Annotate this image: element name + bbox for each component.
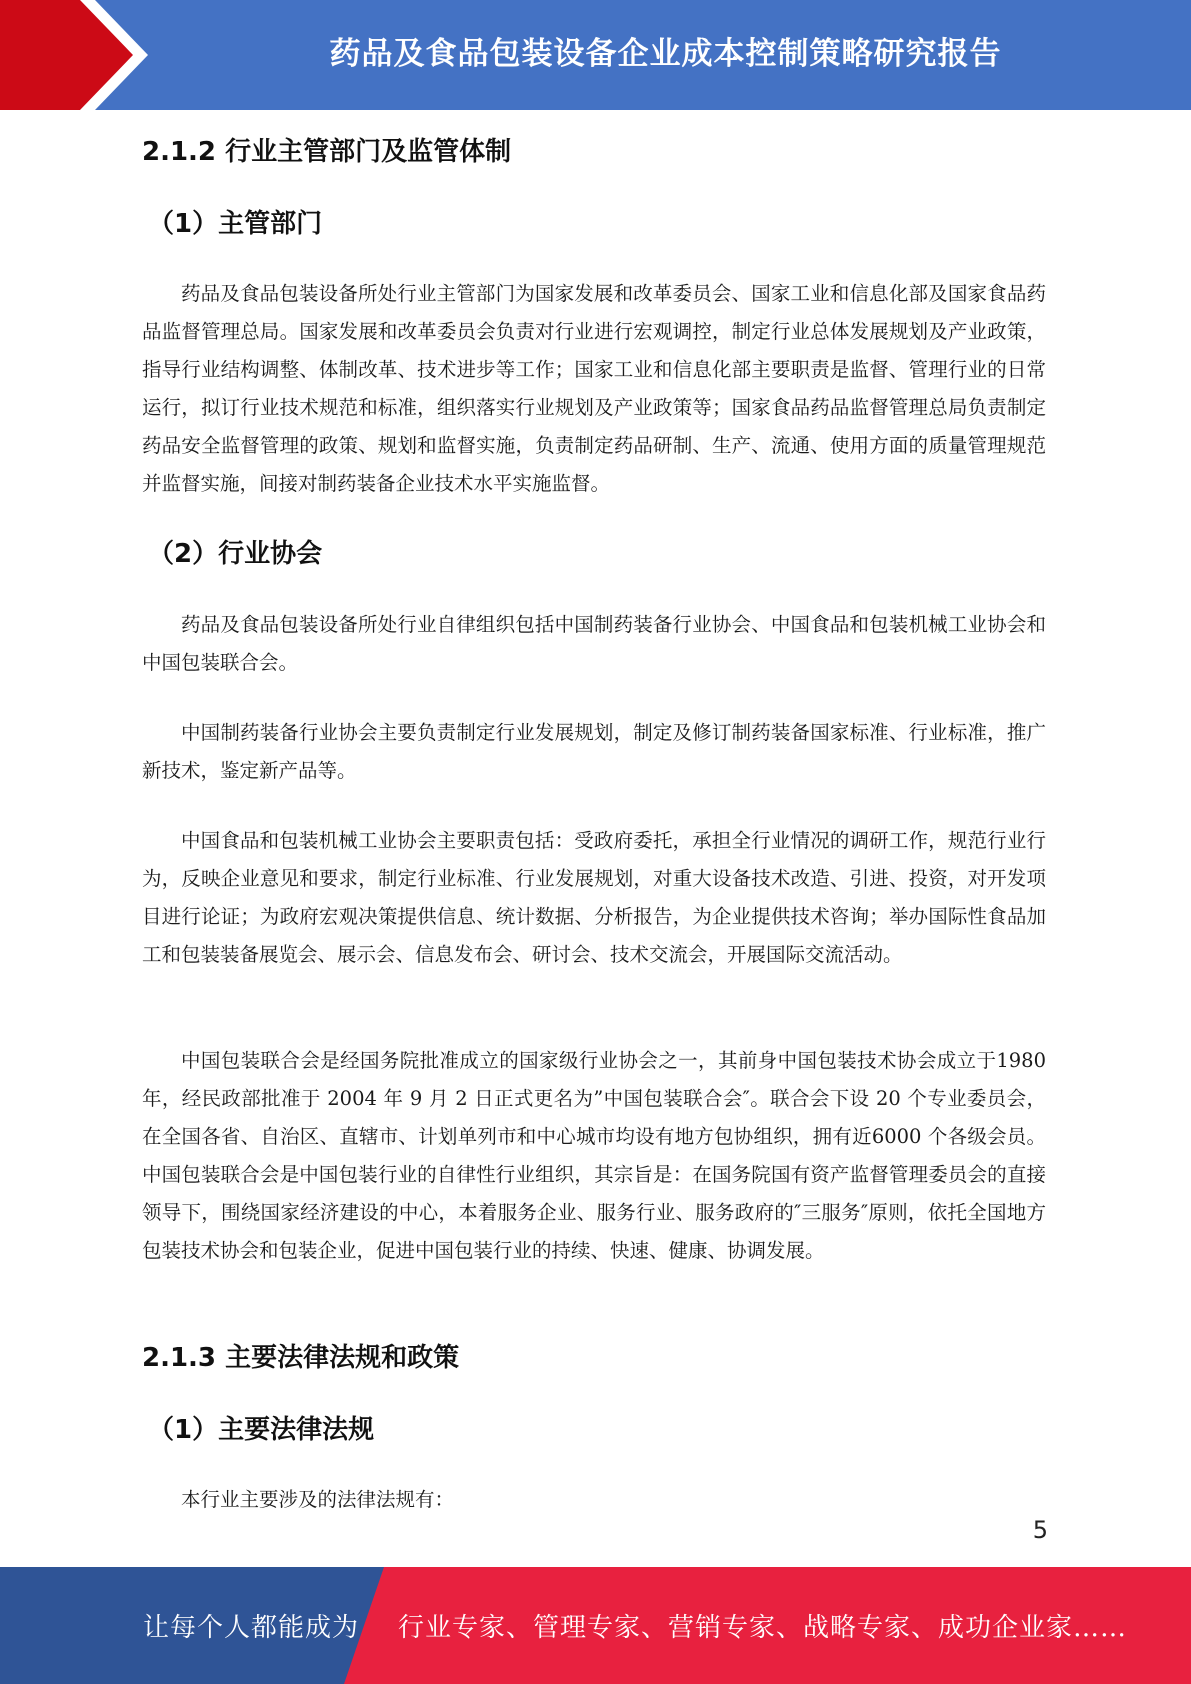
section-heading-2-1-2: 2.1.2 行业主管部门及监管体制 [142,137,512,167]
page-header [0,0,1191,110]
subsection-heading-main-laws: （1）主要法律法规 [148,1415,375,1445]
paragraph-laws-intro: 本行业主要涉及的法律法规有： [181,1488,455,1511]
page-footer [0,1567,1191,1684]
subsection-heading-industry-associations: （2）行业协会 [148,539,323,569]
footer-slogan-left: 让每个人都能成为 [143,1613,360,1643]
page-number: 5 [1032,1516,1048,1544]
header-title: 药品及食品包装设备企业成本控制策略研究报告 [329,35,1002,72]
paragraph-food-packaging-machinery-association: 中国食品和包装机械工业协会主要职责包括：受政府委托，承担全行业情况的调研工作，规范行业行为，反映企业意见和要求，制定行业标准、行业发展规划，对重大设备技术改造、引进、投资，对开发项目进行论证；为政府宏观决策提供信息、统计数据、分析报告，为企业提供技术咨询；举办国际性食品加工和包装装备展览会、展示会、信息发布会、研讨会、技术交流会，开展国际交流活动。 [142,829,1046,966]
paragraph-associations-intro: 药品及食品包装设备所处行业自律组织包括中国制药装备行业协会、中国食品和包装机械工业协会和中国包装联合会。 [142,613,1046,674]
paragraph-pharma-equipment-association: 中国制药装备行业协会主要负责制定行业发展规划，制定及修订制药装备国家标准、行业标准，推广新技术，鉴定新产品等。 [142,721,1046,782]
footer-slogan-right: 行业专家、管理专家、营销专家、战略专家、成功企业家…… [398,1613,1128,1643]
subsection-heading-competent-authorities: （1）主管部门 [148,209,323,239]
paragraph-packaging-federation: 中国包装联合会是经国务院批准成立的国家级行业协会之一，其前身中国包装技术协会成立于1980 年，经民政部批准于 2004 年 9 月 2 日正式更名为”中国包装联合会″。联合会下设 20 个专业委员会，在全国各省、自治区、直辖市、计划单列市和中心城市均设有地方包协组织，拥有近6000 个各级会员。中国包装联合会是中国包装行业的自律性行业组织，其宗旨是：在国务院国有资产监督管理委员会的直接领导下，围绕国家经济建设的中心，本着服务企业、服务行业、服务政府的″三服务″原则，依托全国地方包装技术协会和包装企业，促进中国包装行业的持续、快速、健康、协调发展。 [142,1049,1046,1262]
paragraph-competent-authorities: 药品及食品包装设备所处行业主管部门为国家发展和改革委员会、国家工业和信息化部及国家食品药品监督管理总局。国家发展和改革委员会负责对行业进行宏观调控，制定行业总体发展规划及产业政策，指导行业结构调整、体制改革、技术进步等工作；国家工业和信息化部主要职责是监督、管理行业的日常运行，拟订行业技术规范和标准，组织落实行业规划及产业政策等；国家食品药品监督管理总局负责制定药品安全监督管理的政策、规划和监督实施，负责制定药品研制、生产、流通、使用方面的质量管理规范并监督实施，间接对制药装备企业技术水平实施监督。 [142,282,1046,495]
section-heading-2-1-3: 2.1.3 主要法律法规和政策 [142,1343,460,1373]
